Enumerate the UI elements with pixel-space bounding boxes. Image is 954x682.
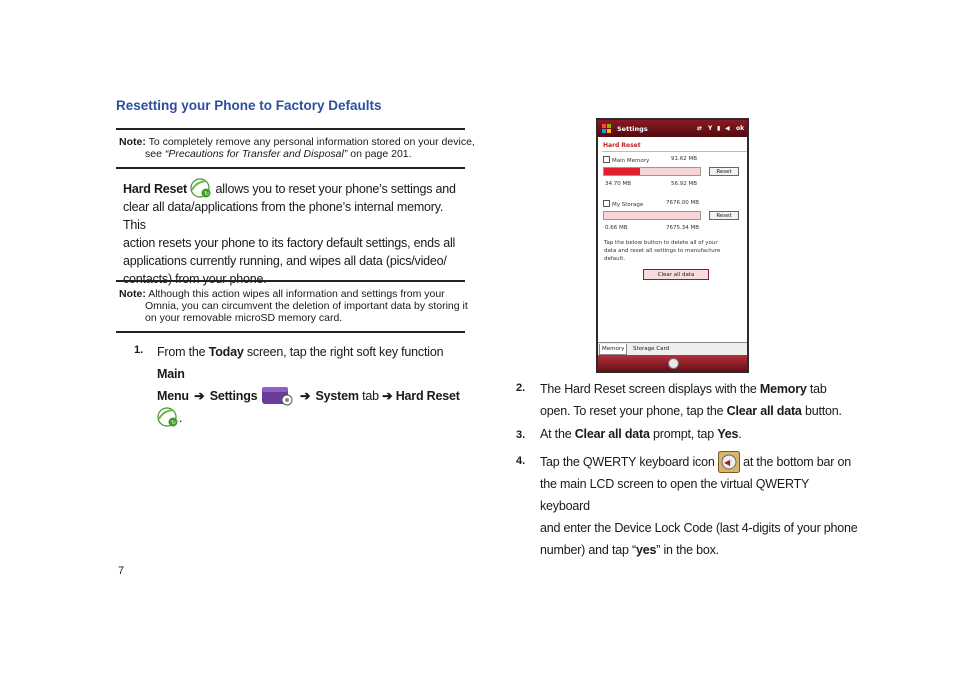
step4-text [540,451,860,561]
note2-line3: on your removable microSD memory card. [145,312,343,324]
main-reset-button[interactable]: Reset [709,167,739,176]
storage-label: My Storage [612,202,644,208]
instr-line2: data and reset all settings to manufacture [604,248,721,254]
note2-line2: Omnia, you can circumvent the deletion of important data by storing it [145,300,468,312]
note-link[interactable]: “Precautions for Transfer and Disposal” [164,148,348,160]
volume-icon: ◀ [725,125,730,132]
storage-bar [603,211,701,220]
page-number: 7 [118,565,125,577]
storage-used: 0.66 MB [605,225,628,231]
step1-number: 1. [134,344,144,356]
intro-bold: Hard Reset [123,182,187,196]
step2-text [540,378,860,422]
phone-title-bar [598,120,747,137]
hard-reset-intro [123,178,468,288]
hard-reset-icon [190,178,212,198]
hard-reset-screenshot [596,118,749,373]
rule-bottom-note1 [116,167,465,169]
step2-d: open. To reset your phone, tap the [540,404,727,418]
sync-icon: ⇄ [697,125,703,132]
note2-label: Note: [119,288,146,300]
step1-hard-reset: Hard Reset [395,389,460,403]
battery-icon: ▮ [717,125,721,132]
checkbox-icon [603,200,610,207]
signal-icon: Y [708,125,713,132]
step3-e: . [738,427,742,441]
tab-storage-card[interactable]: Storage Card [633,346,670,352]
step1-system: System [315,389,359,403]
step1-menu: Menu [157,389,189,403]
step1-text [157,341,467,429]
step1-c: screen, tap the right soft key function [243,345,444,359]
phone-section-title: Hard Reset [603,142,641,149]
step2-c: tab [806,382,827,396]
step1-today: Today [208,345,244,359]
step2-f: button. [801,404,842,418]
step3-clear: Clear all data [574,427,650,441]
step2-memory: Memory [759,382,807,396]
step4-line2: the main LCD screen to open the virtual QWERTY keyboard [540,477,809,513]
step1-a: From the [157,345,209,359]
ok-button[interactable]: ok [736,125,745,132]
arrow-icon: ➔ [194,389,205,403]
step4-line4c: ” in the box. [656,543,719,557]
phone-tabs [598,342,747,356]
storage-checkbox[interactable] [603,200,643,208]
checkbox-icon [603,156,610,163]
note-label: Note: [119,136,146,148]
page-heading: Resetting your Phone to Factory Defaults [116,98,382,113]
settings-icon [261,385,295,407]
arrow-icon: ➔ [382,389,393,403]
step1-settings: Settings [209,389,258,403]
step2-a: The Hard Reset screen displays with the [540,382,760,396]
instr-line3: default. [604,256,626,262]
step4-b: at the bottom bar on [739,455,852,469]
qwerty-keyboard-icon [718,451,740,473]
storage-total: 7676.00 MB [666,200,700,206]
main-memory-total: 91.62 MB [671,156,698,162]
intro-line4: applications currently running, and wipes all data (pics/video/ [123,254,447,268]
main-memory-label: Main Memory [612,158,650,164]
storage-reset-button[interactable]: Reset [709,211,739,220]
main-memory-bar [603,167,701,176]
svg-text:◀: ◀ [723,458,730,467]
step1-end: . [179,411,183,425]
step1-tab: tab [358,389,383,403]
phone-instructions [604,239,720,263]
windows-start-icon [602,124,611,133]
intro-line2: clear all data/applications from the phone’s internal memory. This [123,200,444,232]
rule-top-note2 [116,280,465,282]
storage-free: 7675.34 MB [666,225,700,231]
note-precautions [119,136,475,160]
intro-line3: action resets your phone to its factory default settings, ends all [123,236,456,250]
step3-yes: Yes [717,427,739,441]
divider [602,151,747,152]
note-microsd [119,288,468,324]
step4-line3: and enter the Device Lock Code (last 4-digits of your phone [540,521,858,535]
note-text: To completely remove any personal information stored on your device, [148,136,475,148]
svg-text:↻: ↻ [171,419,176,427]
step3-text [540,425,860,443]
step2-clear: Clear all data [726,404,802,418]
svg-text:↻: ↻ [204,190,210,198]
step1-main: Main [157,367,185,381]
main-memory-fill [604,168,640,175]
step4-a: Tap the QWERTY keyboard icon [540,455,718,469]
instr-line1: Tap the below button to delete all of your [604,240,718,246]
step3-c: prompt, tap [649,427,718,441]
intro-line1: allows you to reset your phone’s settings and [212,182,456,196]
note2-line1: Although this action wipes all information and settings from your [148,288,445,300]
step4-yes: yes [635,543,657,557]
keyboard-icon[interactable] [668,358,679,369]
hard-reset-icon [157,407,179,427]
step4-number: 4. [516,455,526,467]
rule-top-note1 [116,128,465,130]
main-free: 56.92 MB [671,181,698,187]
tab-memory[interactable]: Memory [599,344,627,355]
clear-all-data-button[interactable]: Clear all data [643,269,709,280]
step2-number: 2. [516,382,526,394]
note-see: see [145,148,165,160]
intro-line5: contacts) from your phone. [123,272,267,286]
step3-a: At the [540,427,575,441]
phone-title: Settings [617,125,648,133]
rule-bottom-note2 [116,331,465,333]
step3-number: 3. [516,429,526,441]
note-page-ref: on page 201. [347,148,412,160]
main-used: 34.70 MB [605,181,632,187]
main-memory-checkbox[interactable] [603,156,649,164]
step4-line4a: number) and tap “ [540,543,636,557]
arrow-icon: ➔ [299,389,311,403]
